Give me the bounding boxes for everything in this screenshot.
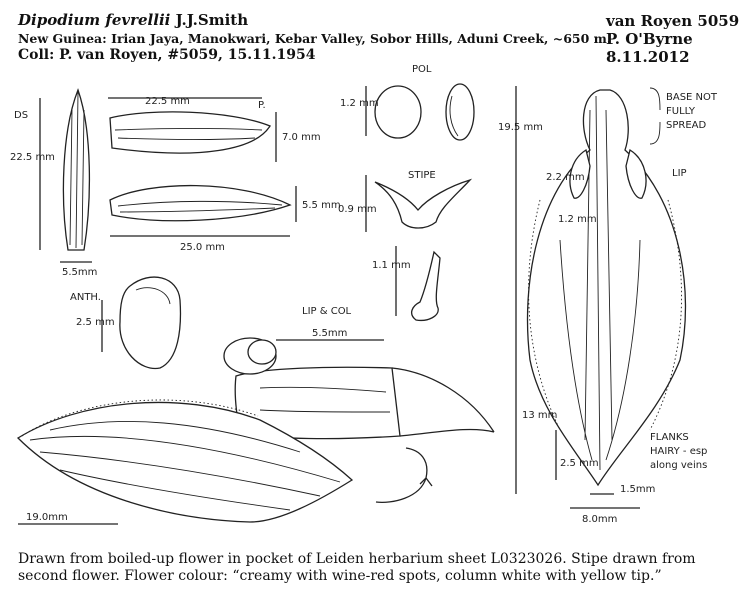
illustrator: P. O'Byrne — [606, 30, 693, 48]
lip-length: 19.0mm — [26, 512, 68, 523]
lip-col-length: 5.5mm — [312, 328, 348, 339]
lip-tip: 2.5 mm — [560, 458, 599, 469]
flanks-note-3: along veins — [650, 460, 708, 471]
anth-size: 2.5 mm — [76, 317, 115, 328]
lip-width: 8.0mm — [582, 514, 618, 525]
lip-total: 19.5 mm — [498, 122, 543, 133]
lip-col-label: LIP & COL — [302, 306, 352, 317]
ds-width: 5.5mm — [62, 267, 98, 278]
pol-label: POL — [412, 64, 432, 75]
caption: Drawn from boiled-up flower in pocket of Leiden herbarium sheet L0323026. Stipe drawn from second flower. Flower colour: “creamy with wine-red spots, column white with yellow tip.” — [18, 551, 696, 584]
anth-label: ANTH. — [70, 292, 101, 303]
lip-label: LIP — [672, 168, 687, 179]
p-label: P. — [258, 100, 266, 111]
petal-width-2: 5.5 mm — [302, 200, 341, 211]
stipe — [366, 175, 470, 320]
pol-size: 1.2 mm — [340, 98, 379, 109]
base-note-3: SPREAD — [666, 120, 707, 131]
species-author: J.J.Smith — [170, 11, 249, 29]
flanks-note-1: FLANKS — [650, 432, 689, 443]
drawing-date: 8.11.2012 — [606, 48, 690, 66]
lip-and-column — [18, 338, 494, 524]
p-length: 22.5 mm — [145, 96, 190, 107]
locality-line: New Guinea: Irian Jaya, Manokwari, Kebar Valley, Sobor Hills, Aduni Creek, ~650 m. — [18, 31, 612, 46]
lip-front-view — [516, 86, 685, 508]
base-note-2: FULLY — [666, 106, 695, 117]
collection-line: Coll: P. van Royen, #5059, 15.11.1954 — [18, 47, 316, 63]
specimen-ref: van Royen 5059 — [606, 12, 740, 30]
lip-lobe-len: 2.2 mm — [546, 172, 585, 183]
petal — [108, 98, 276, 162]
ds-length: 22.5 mm — [10, 152, 55, 163]
stipe2-size: 1.1 mm — [372, 260, 411, 271]
stipe-size: 0.9 mm — [338, 204, 377, 215]
stipe-label: STIPE — [408, 170, 436, 181]
flanks-note-2: HAIRY - esp — [650, 446, 708, 457]
dorsal-sepal — [40, 90, 92, 262]
pollinia — [366, 84, 474, 140]
lip-lobe-w: 1.2 mm — [558, 214, 597, 225]
lip-mid: 13 mm — [522, 410, 558, 421]
petal-length-2: 25.0 mm — [180, 242, 225, 253]
lip-tip-w: 1.5mm — [620, 484, 656, 495]
p-width: 7.0 mm — [282, 132, 321, 143]
species-name: Dipodium fevrellii — [18, 11, 171, 29]
ds-label: DS — [14, 110, 29, 121]
base-note-1: BASE NOT — [666, 92, 718, 103]
lateral-sepal — [110, 186, 296, 236]
